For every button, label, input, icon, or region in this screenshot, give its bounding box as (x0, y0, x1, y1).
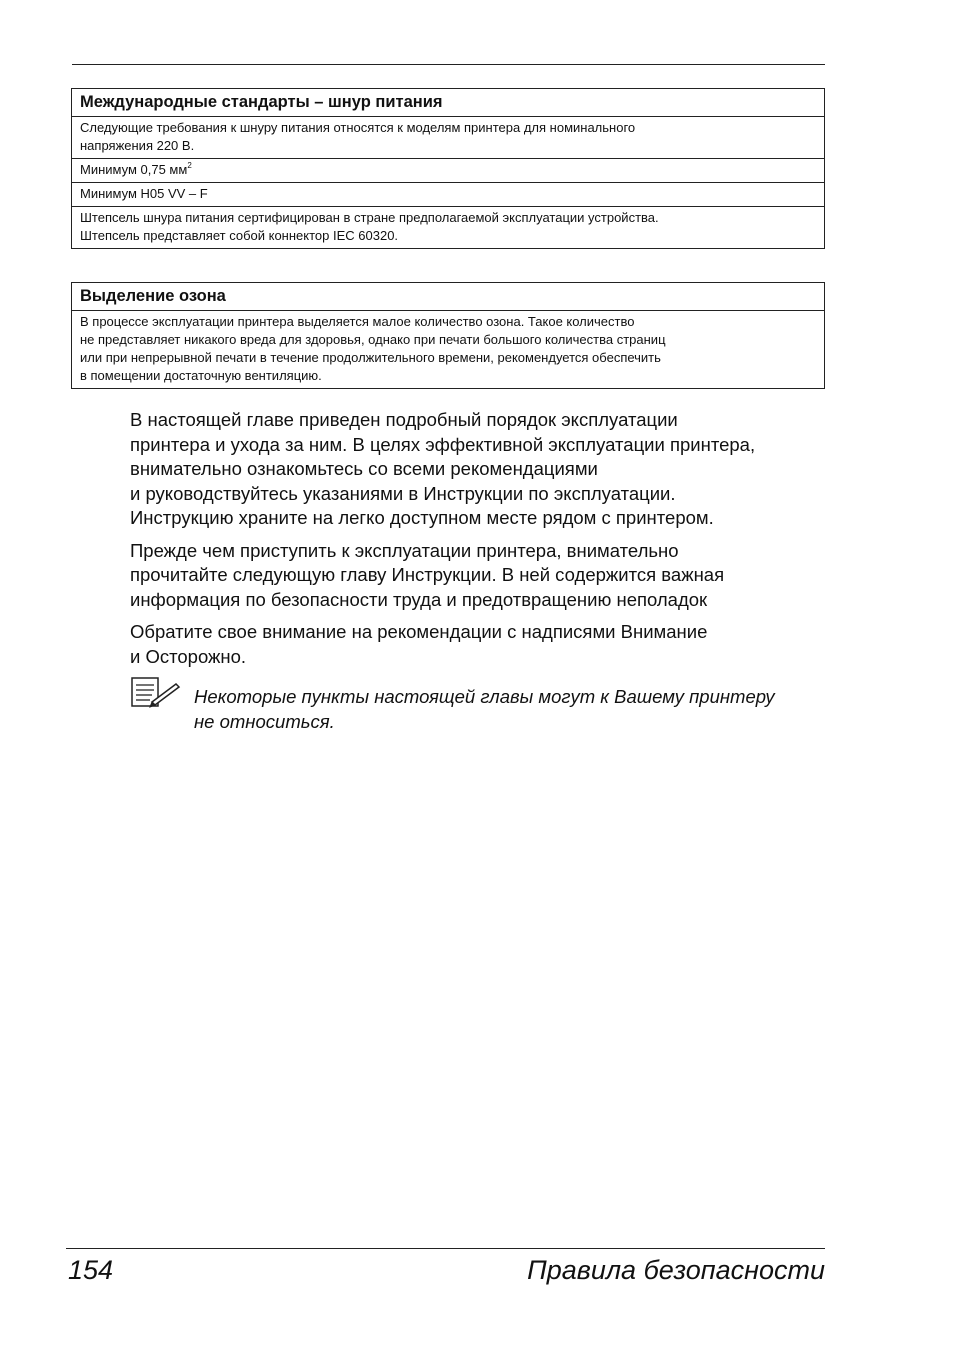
page-number: 154 (68, 1255, 114, 1285)
note-pencil-icon (130, 676, 182, 710)
paragraph-line: Обратите свое внимание на рекомендации с надписями Внимание (130, 621, 708, 642)
table-row (72, 159, 824, 183)
paragraph-line: информация по безопасности труда и предотвращению неполадок (130, 588, 708, 610)
table-row-line: не представляет никакого вреда для здоровья, однако при печати большого количества страниц (80, 332, 666, 347)
note-line: Некоторые пункты настоящей главы могут к Вашему принтеру (194, 686, 775, 707)
paragraph-line: внимательно ознакомьтесь со всеми рекомендациями (130, 458, 598, 479)
table-title: Международные стандарты – шнур питания (72, 89, 824, 117)
paragraph-line: прочитайте следующую главу Инструкции. В ней содержится важная (130, 564, 725, 585)
paragraph (130, 539, 830, 613)
table-row-line: или при непрерывной печати в течение продолжительного времени, рекомендуется обеспечить (80, 350, 661, 365)
min-cross-section: Минимум 0,75 мм (80, 162, 188, 177)
paragraph (130, 408, 830, 531)
table-row (72, 117, 824, 159)
footer-rule (66, 1248, 825, 1249)
note-line: не относиться. (194, 710, 335, 732)
table-row-line: Следующие требования к шнуру питания относятся к моделям принтера для номинального (80, 120, 636, 135)
table-row-line: в помещении достаточную вентиляцию. (80, 368, 322, 383)
paragraph (130, 620, 830, 669)
table-row-line: В процессе эксплуатации принтера выделяется малое количество озона. Такое количество (80, 314, 635, 329)
paragraph-line: В настоящей главе приведен подробный порядок эксплуатации (130, 409, 678, 430)
table-row (72, 311, 824, 388)
body-text (130, 408, 830, 677)
table-title: Выделение озона (72, 283, 824, 311)
header-rule (72, 64, 825, 65)
table-row-line: напряжения 220 В. (80, 138, 195, 153)
table-row (72, 183, 824, 207)
table-row-line: Штепсель представляет собой коннектор IEC 60320. (80, 228, 399, 243)
power-cord-standards-table (71, 88, 825, 249)
paragraph-line: и Осторожно. (130, 645, 247, 667)
paragraph-line: Прежде чем приступить к эксплуатации принтера, внимательно (130, 539, 679, 561)
paragraph-line: принтера и ухода за ним. В целях эффективной эксплуатации принтера, (130, 433, 756, 455)
ozone-emission-table (71, 282, 825, 389)
paragraph-line: и руководствуйтесь указаниями в Инструкции по эксплуатации. (130, 482, 676, 504)
section-title: Правила безопасности (527, 1255, 825, 1285)
note-text (194, 685, 775, 734)
superscript: 2 (187, 161, 192, 170)
table-row-line: Штепсель шнура питания сертифицирован в стране предполагаемой эксплуатации устройства. (80, 210, 659, 225)
paragraph-line: Инструкцию храните на легко доступном месте рядом с принтером. (130, 507, 714, 528)
cord-type: Минимум H05 VV – F (80, 186, 208, 201)
table-row (72, 207, 824, 248)
